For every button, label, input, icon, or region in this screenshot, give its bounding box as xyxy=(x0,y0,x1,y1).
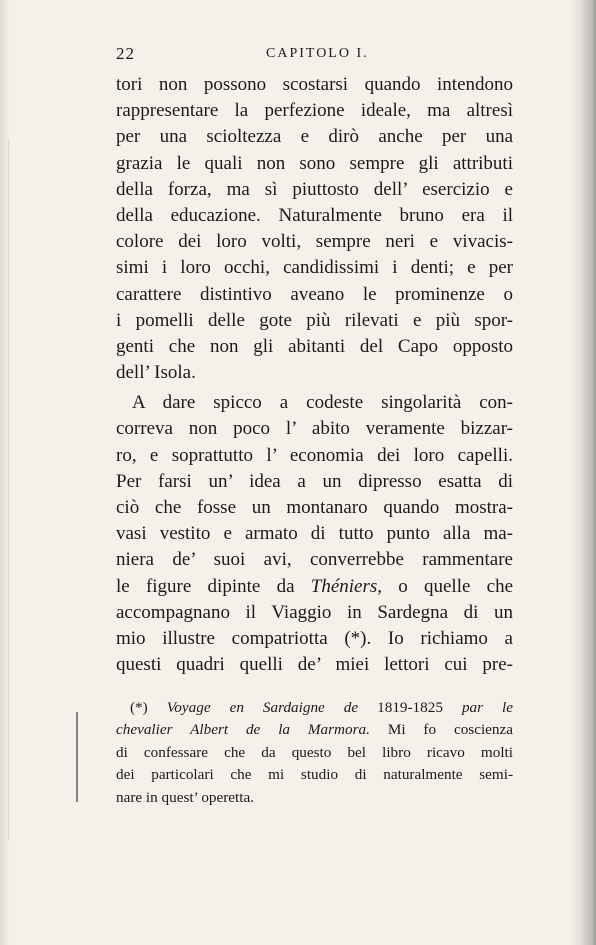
painter-name-italic: Théniers xyxy=(310,575,378,597)
text-line xyxy=(116,574,513,600)
text-line: dell’ Isola. xyxy=(116,362,196,384)
text-line: Per farsi un’ idea a un dipresso esatta di xyxy=(116,470,513,492)
margin-mark xyxy=(8,140,9,840)
text-line: carattere distintivo aveano le prominenze o xyxy=(116,283,513,305)
footnote-line xyxy=(116,697,513,719)
text-line: vasi vestito e armato di tutto punto alla ma- xyxy=(116,523,513,545)
footnote-line: di confessare che da questo bel libro ricavo molti xyxy=(116,743,513,761)
footnote-line: dei particolari che mi studio di naturalmente semi- xyxy=(116,766,513,784)
text-line: ciò che fosse un montanaro quando mostra- xyxy=(116,497,513,518)
text-line: della forza, ma sì piuttosto dell’ esercizio e xyxy=(116,178,513,200)
footnote-years: 1819-1825 xyxy=(358,699,462,716)
text-line: i pomelli delle gote più rilevati e più spor- xyxy=(116,309,513,331)
text-line: questi quadri quelli de’ miei lettori cui pre- xyxy=(116,654,513,676)
page-gutter-shadow xyxy=(568,0,596,945)
text-line: simi i loro occhi, candidissimi i denti; e per xyxy=(116,257,513,279)
text-line: niera de’ suoi avi, converrebbe rammentare xyxy=(116,549,513,571)
body-text xyxy=(116,72,513,678)
text-segment: le figure dipinte da xyxy=(116,575,311,597)
text-line: per una scioltezza e dirò anche per una xyxy=(116,126,513,148)
footnote-line xyxy=(116,719,513,741)
text-line: mio illustre compatriotta (*). Io richiamo a xyxy=(116,627,513,649)
footnote-title-italic: Voyage en Sardaigne de xyxy=(166,699,359,716)
margin-mark xyxy=(76,712,78,802)
footnote xyxy=(116,697,513,809)
text-line: rappresentare la perfezione ideale, ma altresì xyxy=(116,100,513,122)
text-line: colore dei loro volti, sempre neri e vivacis- xyxy=(116,231,513,253)
running-head: CAPITOLO I. xyxy=(266,46,369,61)
footnote-marker: (*) xyxy=(130,699,167,716)
text-line: accompagnano il Viaggio in Sardegna di un xyxy=(116,601,513,623)
text-line: tori non possono scostarsi quando intendono xyxy=(116,74,513,95)
page-header xyxy=(116,44,513,66)
footnote-author-italic: chevalier Albert de la Marmora. xyxy=(116,721,370,739)
footnote-line: nare in quest’ operetta. xyxy=(116,788,255,806)
text-line: genti che non gli abitanti del Capo opposto xyxy=(116,335,513,357)
text-segment: , o quelle che xyxy=(377,575,514,597)
text-line: della educazione. Naturalmente bruno era il xyxy=(116,204,513,226)
text-line: grazia le quali non sono sempre gli attributi xyxy=(116,152,513,174)
footnote-italic-par-le: par le xyxy=(461,699,513,716)
page-number: 22 xyxy=(116,44,135,63)
text-line: ro, e soprattutto l’ economia dei loro capelli. xyxy=(116,444,513,466)
text-line: A dare spicco a codeste singolarità con- xyxy=(132,392,513,414)
footnote-text-segment: Mi fo coscienza xyxy=(369,721,513,739)
text-line: correva non poco l’ abito veramente bizzar- xyxy=(116,418,513,440)
